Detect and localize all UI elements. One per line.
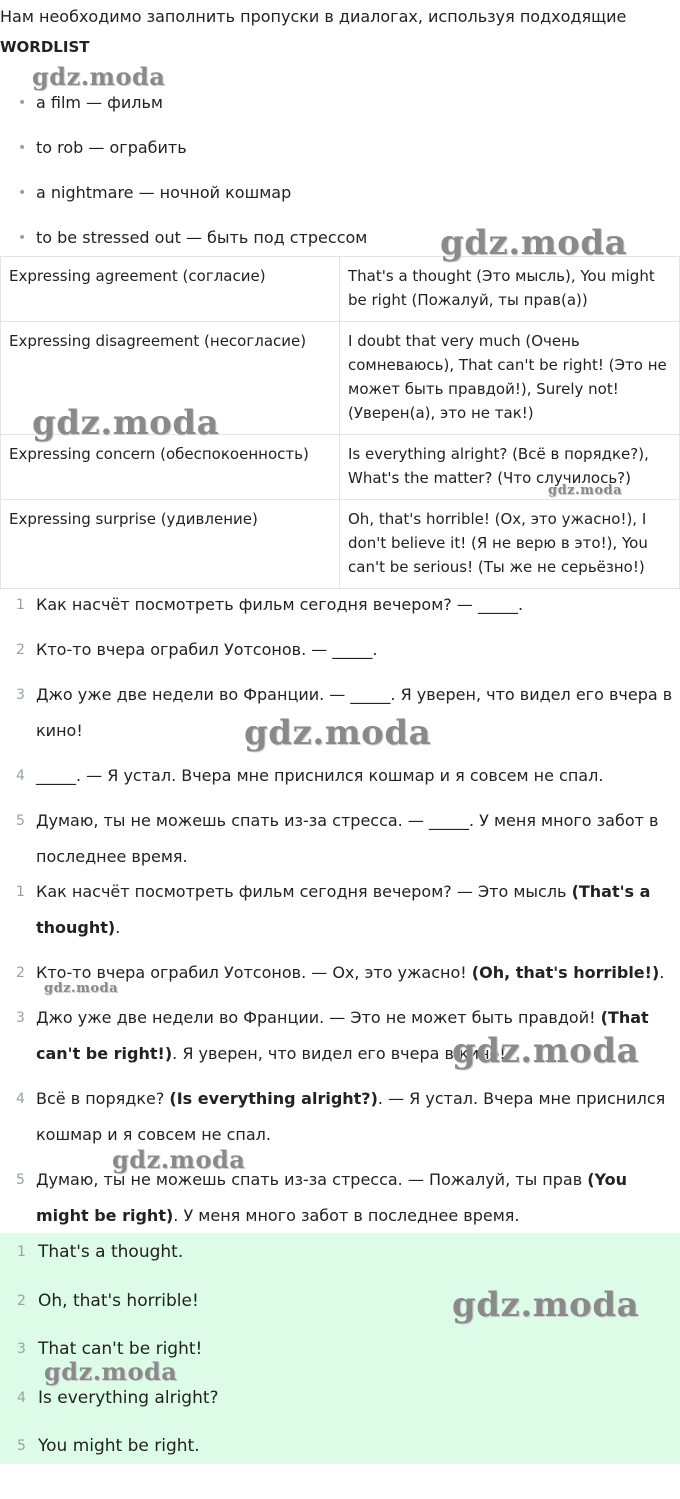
item-number: 2 xyxy=(17,1292,26,1309)
answer-key-text: Oh, that's horrible! xyxy=(38,1290,199,1311)
answer-key-text: You might be right. xyxy=(38,1436,200,1456)
task-item xyxy=(0,758,680,794)
phrase-category: Expressing concern (обеспокоенность) xyxy=(1,435,340,500)
answer-key-text: That's a thought. xyxy=(38,1242,184,1262)
watermark: gdz.moda xyxy=(44,1357,178,1386)
answer-item xyxy=(0,1081,680,1153)
answer-text: Джо уже две недели во Франции. — Это не может быть правдой! xyxy=(36,1008,601,1027)
item-number: 5 xyxy=(17,1438,26,1454)
item-number: 1 xyxy=(16,884,25,900)
wordlist xyxy=(18,92,367,272)
answer-tail: . — Я устал. Вчера мне приснился кошмар и я совсем не спал. xyxy=(36,1089,666,1144)
answer-tail: . xyxy=(115,918,121,937)
item-number: 1 xyxy=(17,1244,26,1260)
answer-item xyxy=(0,1162,680,1234)
task-item xyxy=(0,803,680,875)
watermark: gdz.moda xyxy=(440,223,628,263)
answer-key-item xyxy=(0,1427,680,1476)
table-row xyxy=(1,257,680,322)
wordlist-item: • a nightmare — ночной кошмар xyxy=(18,182,367,227)
item-number: 4 xyxy=(17,1389,26,1406)
answer-text: Как насчёт посмотреть фильм сегодня вечером? — Это мысль xyxy=(36,882,572,901)
task-text: Джо уже две недели во Франции. — _____. Я уверен, что видел его вчера в кино! xyxy=(36,685,673,740)
item-number: 3 xyxy=(16,1010,25,1026)
item-number: 5 xyxy=(16,1172,25,1188)
answer-text: Всё в порядке? xyxy=(36,1089,170,1108)
answer-tail: . xyxy=(659,963,665,982)
phrase-examples: That's a thought (Это мысль), You might be right (Пожалуй, ты прав(а)) xyxy=(340,257,680,322)
answer-phrase: (That's a thought) xyxy=(36,882,651,937)
answer-key-block xyxy=(0,1233,680,1464)
watermark: gdz.moda xyxy=(244,713,432,753)
phrase-category: Expressing disagreement (несогласие) xyxy=(1,322,340,435)
answer-phrase: (You might be right) xyxy=(36,1170,628,1225)
answer-phrase: (That can't be right!) xyxy=(36,1008,649,1063)
task-text: _____. — Я устал. Вчера мне приснился кошмар и я совсем не спал. xyxy=(36,766,604,785)
item-number: 3 xyxy=(16,687,25,703)
answer-phrase: (Oh, that's horrible!) xyxy=(471,963,660,982)
item-number: 4 xyxy=(16,1091,25,1107)
answer-key-item xyxy=(0,1233,680,1282)
phrase-examples: Is everything alright? (Всё в порядке?), What's the matter? (Что случилось?) xyxy=(340,435,680,500)
phrase-examples: Oh, that's horrible! (Ох, это ужасно!), I don't believe it! (Я не верю в это!), You can't be serious! (Ты же не серьёзно!) xyxy=(340,500,680,589)
table-row xyxy=(1,500,680,589)
item-number: 5 xyxy=(16,813,25,829)
watermark: gdz.moda xyxy=(548,483,623,498)
answer-text: Думаю, ты не можешь спать из-за стресса. — Пожалуй, ты прав xyxy=(36,1170,588,1189)
answer-item xyxy=(0,874,680,946)
watermark: gdz.moda xyxy=(32,62,166,91)
task-item xyxy=(0,632,680,668)
answer-phrase: (Is everything alright?) xyxy=(169,1089,378,1108)
watermark: gdz.moda xyxy=(32,403,220,443)
item-number: 3 xyxy=(17,1341,26,1357)
item-number: 4 xyxy=(16,768,25,784)
wordlist-item: • to rob — ограбить xyxy=(18,137,367,182)
item-number: 2 xyxy=(16,965,25,981)
answer-key-text: Is everything alright? xyxy=(38,1387,219,1408)
item-number: 1 xyxy=(16,597,25,613)
watermark: gdz.moda xyxy=(44,981,119,996)
wordlist-item: • a film — фильм xyxy=(18,92,367,137)
item-number: 2 xyxy=(16,642,25,658)
answer-tail: . У меня много забот в последнее время. xyxy=(173,1206,520,1225)
task-item xyxy=(0,587,680,623)
task-text: Думаю, ты не можешь спать из-за стресса. — _____. У меня много забот в последнее время. xyxy=(36,811,659,866)
answer-tail: . Я уверен, что видел его вчера в кино! xyxy=(172,1044,506,1063)
task-text: Как насчёт посмотреть фильм сегодня вечером? — _____. xyxy=(36,595,524,614)
watermark: gdz.moda xyxy=(112,1145,246,1174)
phrase-category: Expressing agreement (согласие) xyxy=(1,257,340,322)
task-text: Кто-то вчера ограбил Уотсонов. — _____. xyxy=(36,640,378,659)
watermark: gdz.moda xyxy=(452,1031,640,1071)
watermark: gdz.moda xyxy=(452,1285,640,1325)
answer-key-text: That can't be right! xyxy=(38,1339,203,1359)
wordlist-title: WORDLIST xyxy=(0,38,90,56)
answer-key-list xyxy=(0,1233,680,1476)
intro-text: Нам необходимо заполнить пропуски в диалогах, используя подходящие xyxy=(0,7,627,26)
phrase-category: Expressing surprise (удивление) xyxy=(1,500,340,589)
phrase-examples: I doubt that very much (Очень сомневаюсь), That can't be right! (Это не может быть правдой!), Surely not! (Уверен(а), это не так!) xyxy=(340,322,680,435)
wordlist-item: • to be stressed out — быть под стрессом xyxy=(18,227,367,272)
answer-text: Кто-то вчера ограбил Уотсонов. — Ох, это ужасно! xyxy=(36,963,472,982)
